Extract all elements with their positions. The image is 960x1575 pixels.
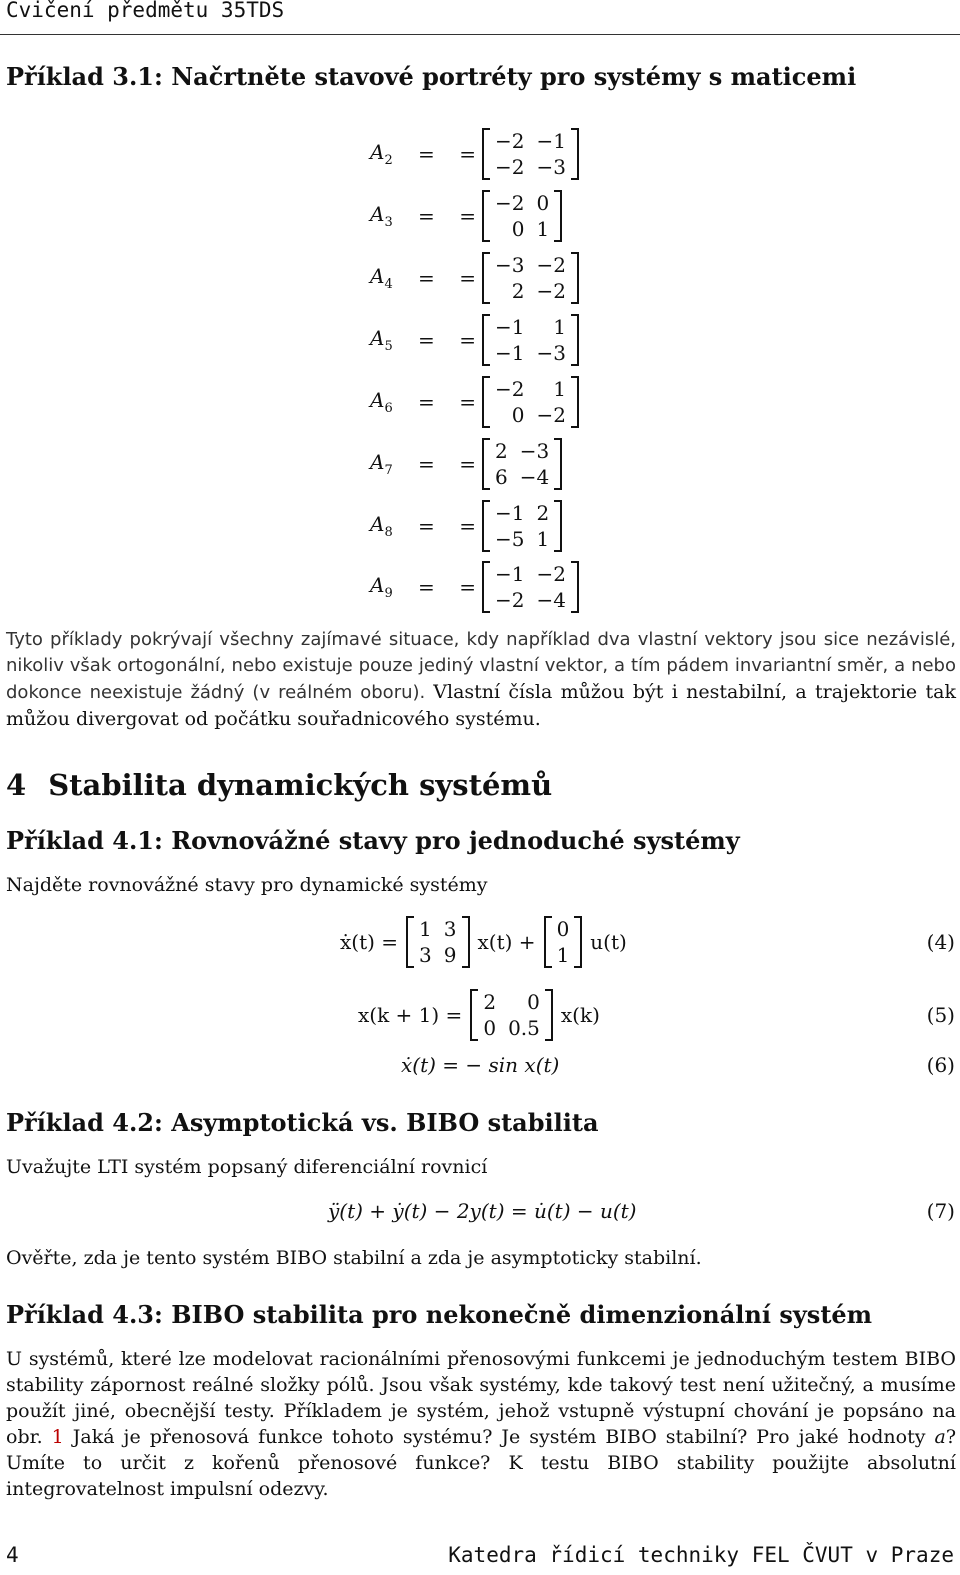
eq5-rhs: x(k): [560, 1003, 600, 1027]
matrix-cell: −2: [536, 279, 566, 303]
matrix-name: $A_5$: [370, 326, 393, 354]
figure-link[interactable]: 1: [51, 1426, 64, 1448]
matrix-cell: 2: [495, 439, 508, 463]
matrix-row: [370, 438, 562, 490]
matrix-cell: −2: [495, 129, 525, 153]
matrix-name: $A_9$: [370, 573, 393, 601]
variable-a: a: [934, 1426, 946, 1448]
matrix-bracket: [482, 314, 579, 366]
eq5-number: (5): [926, 1003, 955, 1027]
footer-department: Katedra řídicí techniky FEL ČVUT v Praze: [448, 1543, 954, 1567]
matrix-row: [370, 376, 579, 428]
eq4-matrix-a: 1 3 3 9: [406, 916, 469, 968]
eq5-lhs: x(k + 1) =: [358, 1003, 463, 1027]
matrix-name: $A_7$: [370, 450, 393, 478]
section-name: Stabilita dynamických systémů: [48, 768, 553, 802]
example-4-3-title: Příklad 4.3: BIBO stabilita pro nekonečně dimenzionální systém: [6, 1300, 873, 1329]
matrix-row: [370, 500, 562, 552]
example-4-1-title: Příklad 4.1: Rovnovážné stavy pro jednoduché systémy: [6, 826, 740, 855]
example-4-2-intro: Uvažujte LTI systém popsaný diferenciální rovnicí: [6, 1156, 488, 1178]
eq4-lhs: ẋ(t) =: [340, 930, 399, 954]
example-3-1-para2: Vlastní čísla můžou být i nestabilní, a trajektorie tak můžou divergovat od počátku souřadnicového systému.: [6, 681, 956, 730]
equals-sign: = =: [418, 142, 476, 166]
matrix-name: $A_6$: [370, 388, 393, 416]
example-3-1-para1: Tyto příklady pokrývají všechny zajímavé situace, kdy například dva vlastní vektory jsou sice nezávislé, nikoliv však ortogonální, nebo existuje pouze jediný vlastní vektor, a tím pádem invariantní směr, a nebo dokonce neexistuje žádný (v reálném oboru).: [6, 629, 956, 703]
matrix-cell: −1: [495, 562, 525, 586]
eq4-mid: x(t) +: [477, 930, 536, 954]
eq4-number: (4): [926, 930, 955, 954]
matrix-cell: −2: [536, 403, 566, 427]
page-header: Cvičení předmětu 35TDS: [6, 0, 285, 22]
eq4-rhs: u(t): [590, 930, 627, 954]
example-4-1-intro: Najděte rovnovážné stavy pro dynamické systémy: [6, 874, 488, 896]
example-3-1-text: [6, 627, 956, 733]
matrix-row: [370, 190, 562, 242]
matrix-cell: −1: [495, 501, 525, 525]
section-4-title: [6, 768, 552, 802]
matrix-name: $A_2$: [370, 140, 393, 168]
matrix-row: [370, 561, 579, 613]
eq5-matrix: 2 0 0 0.5: [470, 989, 553, 1041]
equals-sign: = =: [418, 204, 476, 228]
matrix-cell: 2: [511, 279, 525, 303]
matrix-cell: −5: [495, 527, 525, 551]
matrix-bracket: [482, 128, 579, 180]
matrix-cell: −1: [495, 315, 525, 339]
matrix-bracket: [482, 438, 562, 490]
matrix-cell: 6: [495, 465, 508, 489]
matrix-cell: −2: [536, 253, 566, 277]
page-number: 4: [6, 1543, 19, 1567]
matrix-cell: −4: [536, 588, 566, 612]
matrix-cell: 0: [511, 403, 525, 427]
example-4-2-question: Ověřte, zda je tento systém BIBO stabilní a zda je asymptoticky stabilní.: [6, 1247, 702, 1269]
matrix-cell: −2: [495, 155, 525, 179]
matrix-cell: 0: [511, 217, 525, 241]
matrix-cell: 0: [536, 191, 550, 215]
equals-sign: = =: [418, 390, 476, 414]
equals-sign: = =: [418, 452, 476, 476]
matrix-cell: −2: [495, 377, 525, 401]
eq6-body: ẋ(t) = − sin x(t): [401, 1053, 560, 1077]
matrix-cell: 1: [536, 217, 550, 241]
equation-7: [0, 1199, 955, 1229]
equals-sign: = =: [418, 514, 476, 538]
matrix-bracket: [482, 561, 579, 613]
example-4-2-title: Příklad 4.2: Asymptotická vs. BIBO stabilita: [6, 1108, 599, 1137]
matrix-name: $A_8$: [370, 512, 393, 540]
equals-sign: = =: [418, 266, 476, 290]
matrix-cell: 1: [536, 527, 550, 551]
eq7-number: (7): [926, 1199, 955, 1223]
header-rule: [0, 34, 960, 35]
matrix-cell: −3: [519, 439, 550, 463]
matrix-cell: −2: [495, 191, 525, 215]
matrix-bracket: [482, 190, 562, 242]
matrix-row: [370, 314, 579, 366]
matrix-cell: −1: [536, 129, 566, 153]
matrix-cell: −1: [495, 341, 525, 365]
equals-sign: = =: [418, 575, 476, 599]
eq7-body: ÿ(t) + ẏ(t) − 2y(t) = u̇(t) − u(t): [328, 1199, 637, 1223]
matrix-cell: −2: [536, 562, 566, 586]
equation-5: [0, 985, 955, 1045]
matrix-cell: −4: [519, 465, 550, 489]
matrix-bracket: [482, 500, 562, 552]
equation-4: [0, 912, 955, 972]
equation-6: [0, 1053, 955, 1083]
equals-sign: = =: [418, 328, 476, 352]
example-3-1-title: Příklad 3.1: Načrtněte stavové portréty pro systémy s maticemi: [6, 62, 857, 91]
matrix-cell: −3: [495, 253, 525, 277]
matrix-cell: −2: [495, 588, 525, 612]
matrix-bracket: [482, 376, 579, 428]
section-number: 4: [6, 768, 27, 802]
matrix-name: $A_3$: [370, 202, 393, 230]
matrix-cell: 2: [536, 501, 550, 525]
matrix-cell: −3: [536, 341, 566, 365]
matrix-name: $A_4$: [370, 264, 393, 292]
matrix-row: [370, 128, 579, 180]
matrix-cell: 1: [553, 315, 566, 339]
matrix-cell: 1: [553, 377, 566, 401]
matrix-row: [370, 252, 579, 304]
eq6-number: (6): [926, 1053, 955, 1077]
example-4-3-text: U systémů, které lze modelovat racionálními přenosovými funkcemi je jednoduchým testem BIBO stability zápornost reálné složky pólů. Jsou však systémy, kde takový test není užitečný, a musíme použít jiné, obecnější testy. Příkladem je systém, jehož vstupně výstupní chování je popsáno na obr. 1 Jaká je přenosová funkce tohoto systému? Je systém BIBO stabilní? Pro jaké hodnoty a? Umíte to určit z kořenů přenosové funkce? K testu BIBO stability použijte absolutní integrovatelnost impulsní odezvy.: [6, 1348, 957, 1500]
matrix-cell: −3: [536, 155, 566, 179]
matrix-bracket: [482, 252, 579, 304]
eq4-matrix-b: 0 1: [544, 916, 583, 968]
